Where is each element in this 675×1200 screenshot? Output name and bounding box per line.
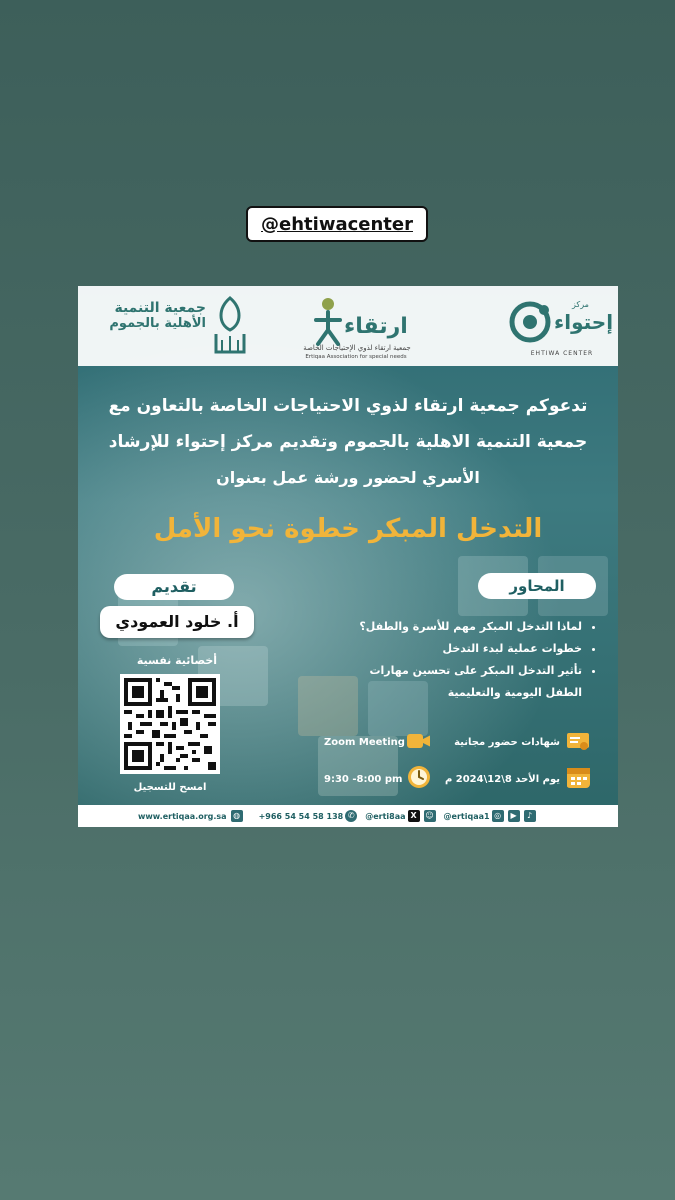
phone-number[interactable]: +966 54 54 58 138	[258, 811, 344, 821]
ertiqaa-sub-ar: جمعية ارتقاء لذوي الإحتياجات الخاصة	[303, 344, 411, 352]
jamoum-logo	[86, 294, 256, 358]
certificate-icon	[566, 729, 590, 753]
event-poster	[78, 286, 618, 827]
calendar-icon	[566, 764, 590, 788]
ehtiwa-emblem-icon	[508, 300, 552, 344]
jamoum-logo-line2: الأهلية بالجموم	[109, 316, 206, 331]
zoom-meeting-text: Zoom Meeting	[324, 737, 405, 748]
invitation-line3: الأسري لحضور ورشة عمل بعنوان	[216, 468, 480, 487]
topic-item: • تأثير التدخل المبكر على تحسين مهارات الطفل اليومية والتعليمية	[332, 660, 582, 704]
presenter-role: أخصائية نفسية	[136, 654, 218, 667]
snapchat-icon: ☺	[425, 811, 434, 820]
video-camera-icon	[406, 729, 430, 753]
instagram-handle[interactable]: @ertiqaa1	[443, 811, 490, 821]
topics-label: المحاور	[478, 573, 596, 599]
topic-item: • خطوات عملية لبدء التدخل	[332, 638, 582, 660]
ertiqaa-sub-en: Ertiqaa Association for special needs	[305, 354, 407, 360]
invitation-line2: جمعية التنمية الاهلية بالجموم وتقديم مركز إحتواء للإرشاد	[108, 432, 588, 452]
jamoum-emblem-icon	[208, 294, 252, 358]
ertiqaa-figure-icon	[308, 296, 348, 346]
topics-list	[332, 616, 596, 704]
event-date-text: يوم الأحد 8\12\2024 م	[444, 774, 560, 785]
x-icon: X	[408, 810, 420, 822]
clock-icon	[406, 764, 430, 788]
presenter-name: أ. خلود العمودي	[100, 606, 254, 638]
qr-code-icon	[124, 678, 216, 770]
presenter-label: تقديم	[114, 574, 234, 600]
workshop-title: التدخل المبكر خطوة نحو الأمل	[153, 514, 543, 544]
youtube-icon: ▶	[508, 810, 520, 822]
event-time-text: 9:30 -8:00 pm	[324, 774, 403, 785]
certificates-text: شهادات حضور مجانية	[454, 737, 560, 748]
ertiqaa-logo	[284, 294, 424, 358]
scan-to-register-label: امسح للتسجيل	[133, 782, 207, 793]
twitter-handle[interactable]: @erti8aa	[365, 811, 406, 821]
instagram-icon: ◎	[492, 810, 504, 822]
contact-footer	[78, 805, 618, 827]
ehtiwa-en: EHTIWA CENTER	[530, 350, 594, 357]
ehtiwa-logo	[508, 294, 612, 358]
website-link[interactable]: www.ertiqaa.org.sa	[138, 811, 227, 821]
username-sticker[interactable]: @ehtiwacenter	[246, 206, 428, 242]
ehtiwa-name: إحتواء	[554, 310, 614, 334]
topic-item: • لماذا التدخل المبكر مهم للأسرة والطفل؟	[332, 616, 582, 638]
ehtiwa-top-word: مركز	[572, 300, 589, 309]
jamoum-logo-line1: جمعية التنمية	[114, 300, 206, 316]
invitation-line1: تدعوكم جمعية ارتقاء لذوي الاحتياجات الخاصة بالتعاون مع	[108, 396, 588, 416]
ertiqaa-name: ارتقاء	[344, 314, 408, 339]
globe-icon: ◍	[231, 810, 243, 822]
tiktok-icon: ♪	[524, 810, 536, 822]
whatsapp-icon: ✆	[345, 810, 357, 822]
registration-qr-code[interactable]	[120, 674, 220, 774]
